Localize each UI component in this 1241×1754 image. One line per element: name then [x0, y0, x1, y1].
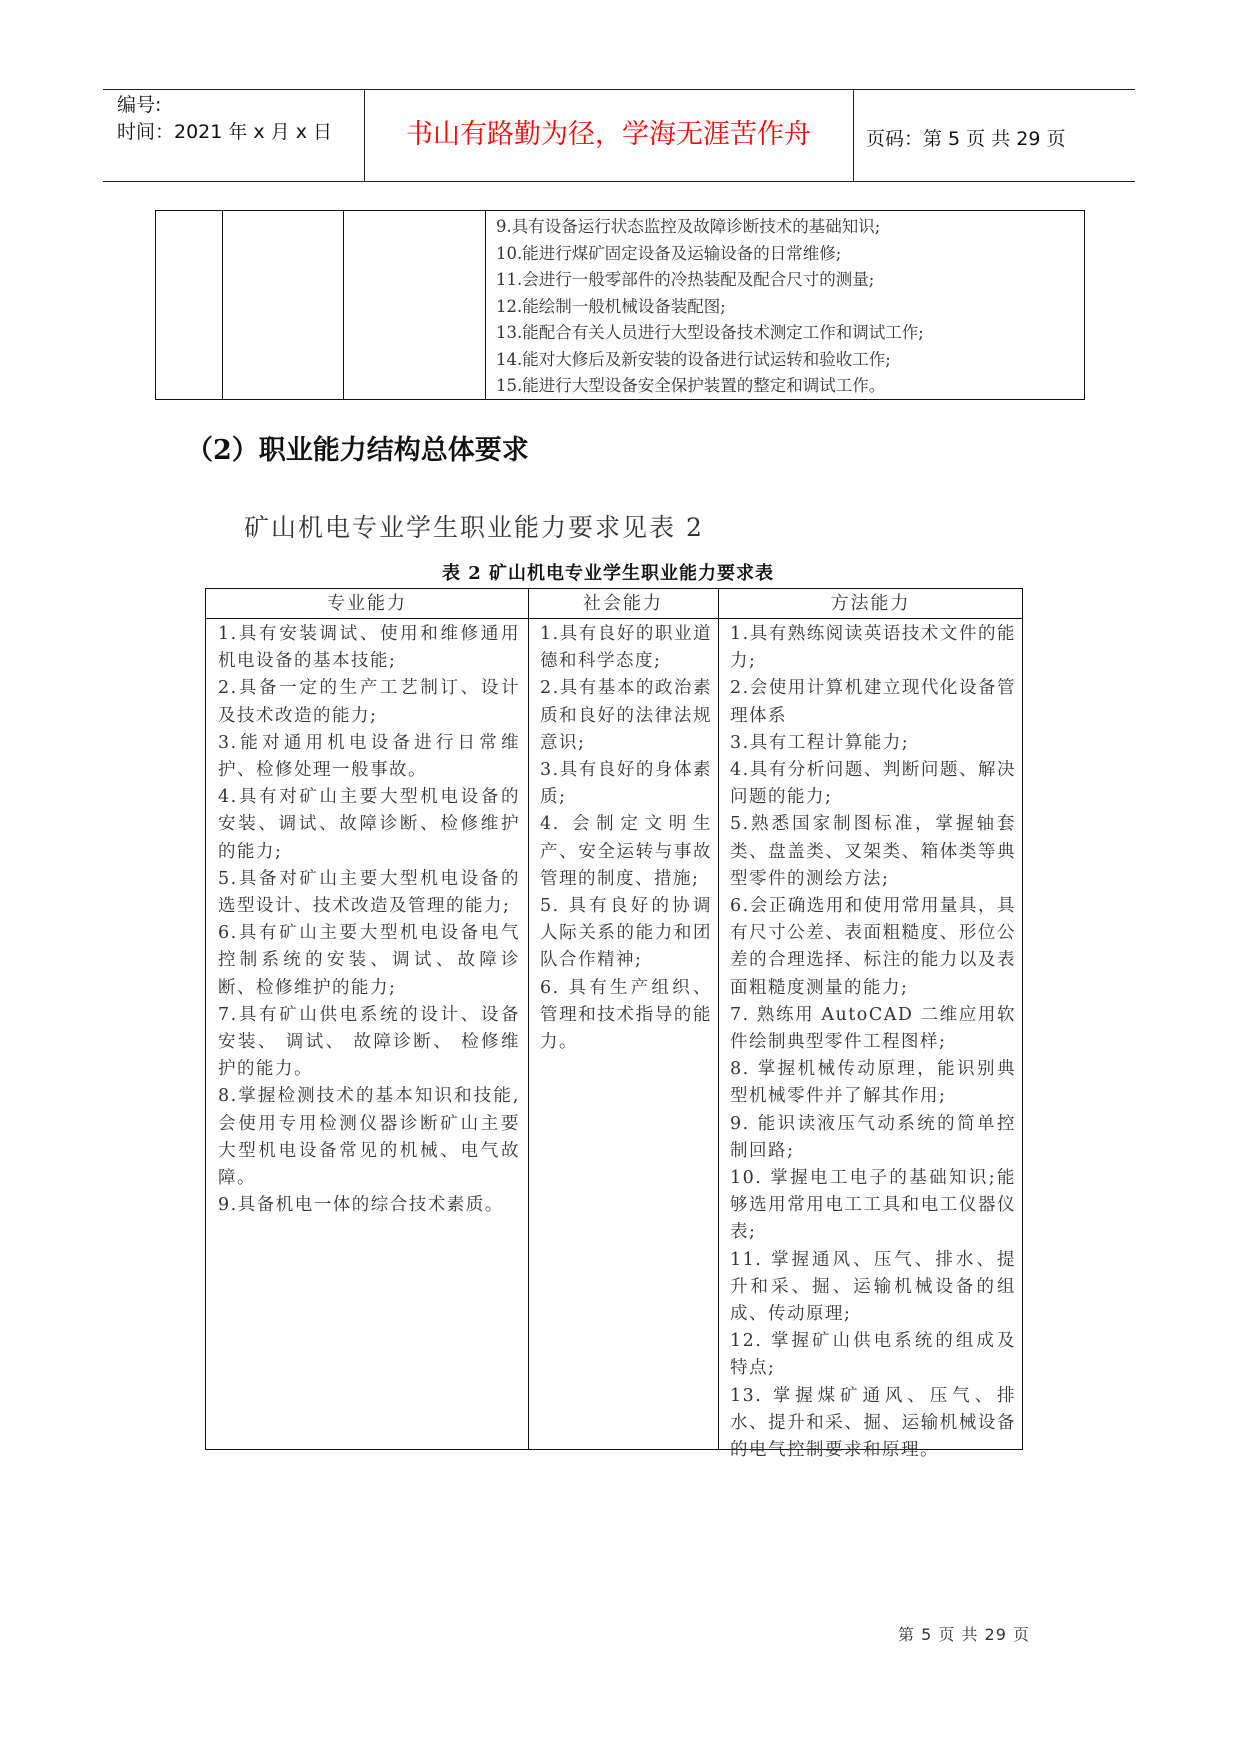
list-item: 1.具有熟练阅读英语技术文件的能力;: [730, 624, 1016, 672]
list-item: 12. 掌握矿山供电系统的组成及特点;: [730, 1331, 1016, 1379]
list-item: 6.具有矿山主要大型机电设备电气控制系统的安装、调试、故障诊断、检修维护的能力;: [218, 923, 520, 998]
social-ability-cell: [540, 621, 712, 1056]
list-item: 12.能绘制一般机械设备装配图;: [496, 296, 726, 316]
table-column-divider: [528, 589, 529, 1449]
list-item: 7.具有矿山供电系统的设计、设备安装、 调试、 故障诊断、 检修维护的能力。: [218, 1004, 520, 1080]
header-meta: [117, 92, 332, 146]
header-divider-right: [853, 89, 854, 181]
list-item: 8.掌握检测技术的基本知识和技能,会使用专用检测仪器诊断矿山主要大型机电设备常见的机械、电气故障。: [218, 1086, 520, 1189]
list-item: 8. 掌握机械传动原理，能识别典型机械零件并了解其作用;: [730, 1059, 1016, 1107]
list-item: 11. 掌握通风、压气、排水、提升和采、掘、运输机械设备的组成、传动原理;: [730, 1249, 1016, 1325]
professional-ability-cell: [218, 621, 520, 1219]
table-column-divider: [485, 211, 486, 399]
column-header-social: 社会能力: [583, 593, 663, 614]
column-header-professional: 专业能力: [327, 593, 407, 614]
table-header-rule: [206, 618, 1022, 619]
list-item: 2.会使用计算机建立现代化设备管理体系: [730, 678, 1016, 726]
table-caption: 表 2 矿山机电专业学生职业能力要求表: [442, 563, 775, 584]
list-item: 13.能配合有关人员进行大型设备技术测定工作和调试工作;: [496, 323, 924, 342]
list-item: 5.具备对矿山主要大型机电设备的选型设计、技术改造及管理的能力;: [218, 868, 520, 917]
header-page-info: 页码：第 5 页 共 29 页: [866, 128, 1066, 150]
list-item: 4.具有对矿山主要大型机电设备的安装、调试、故障诊断、检修维护的能力;: [218, 787, 520, 862]
method-ability-cell: [730, 621, 1016, 1464]
list-item: 4. 会制定文明生产、安全运转与事故管理的制度、措施;: [540, 814, 712, 889]
list-item: 9.具有设备运行状态监控及故障诊断技术的基础知识;: [496, 217, 881, 236]
table-column-divider: [718, 589, 719, 1449]
continued-table: [155, 210, 1085, 400]
list-item: 1.具有良好的职业道德和科学态度;: [540, 624, 712, 672]
list-item: 9. 能识读液压气动系统的简单控制回路;: [730, 1113, 1016, 1161]
skills-list: [496, 214, 1081, 400]
header-bottom-rule: [103, 181, 1135, 182]
header-motto: 书山有路勤为径，学海无涯苦作舟: [406, 119, 811, 150]
competency-table: [205, 588, 1023, 1461]
intro-paragraph: 矿山机电专业学生职业能力要求见表 2: [244, 513, 704, 542]
list-item: 14.能对大修后及新安装的设备进行试运转和验收工作;: [496, 349, 891, 369]
list-item: 3.具有良好的身体素质;: [540, 760, 712, 808]
list-item: 7. 熟练用 AutoCAD 二维应用软件绘制典型零件工程图样;: [730, 1004, 1016, 1053]
list-item: 5. 具有良好的协调人际关系的能力和团队合作精神;: [540, 896, 712, 971]
section-heading: （2）职业能力结构总体要求: [186, 435, 529, 466]
list-item: 6. 具有生产组织、管理和技术指导的能力。: [540, 977, 712, 1053]
column-header-method: 方法能力: [830, 593, 911, 614]
list-item: 5.熟悉国家制图标准，掌握轴套类、盘盖类、叉架类、箱体类等典型零件的测绘方法;: [730, 814, 1016, 889]
list-item: 2.具有基本的政治素质和良好的法律法规意识;: [540, 678, 712, 753]
date-label: 时间：2021 年 x 月 x 日: [117, 121, 333, 143]
list-item: 4.具有分析问题、判断问题、解决问题的能力;: [730, 760, 1016, 808]
list-item: 3.具有工程计算能力;: [730, 732, 910, 753]
page-footer: 第 5 页 共 29 页: [898, 1625, 1030, 1644]
header-top-rule: [103, 89, 1135, 90]
list-item: 1.具有安装调试、使用和维修通用机电设备的基本技能;: [218, 624, 520, 672]
list-item: 6.会正确选用和使用常用量具，具有尺寸公差、表面粗糙度、形位公差的合理选择、标注的能力以及表面粗糙度测量的能力;: [730, 896, 1016, 998]
list-item: 3.能对通用机电设备进行日常维护、检修处理一般事故。: [218, 732, 520, 781]
list-item: 10. 掌握电工电子的基础知识;能够选用常用电工工具和电工仪器仪表;: [730, 1168, 1016, 1243]
list-item: 10.能进行煤矿固定设备及运输设备的日常维修;: [496, 243, 842, 263]
serial-number-label: 编号:: [117, 94, 162, 116]
list-item: 9.具备机电一体的综合技术素质。: [218, 1195, 504, 1216]
list-item: 15.能进行大型设备安全保护装置的整定和调试工作。: [496, 376, 886, 395]
table-column-divider: [222, 211, 223, 399]
list-item: 13. 掌握煤矿通风、压气、排水、提升和采、掘、运输机械设备的电气控制要求和原理。: [730, 1385, 1016, 1461]
list-item: 2.具备一定的生产工艺制订、设计及技术改造的能力;: [218, 678, 520, 726]
table-column-divider: [343, 211, 344, 399]
list-item: 11.会进行一般零部件的冷热装配及配合尺寸的测量;: [496, 270, 875, 289]
